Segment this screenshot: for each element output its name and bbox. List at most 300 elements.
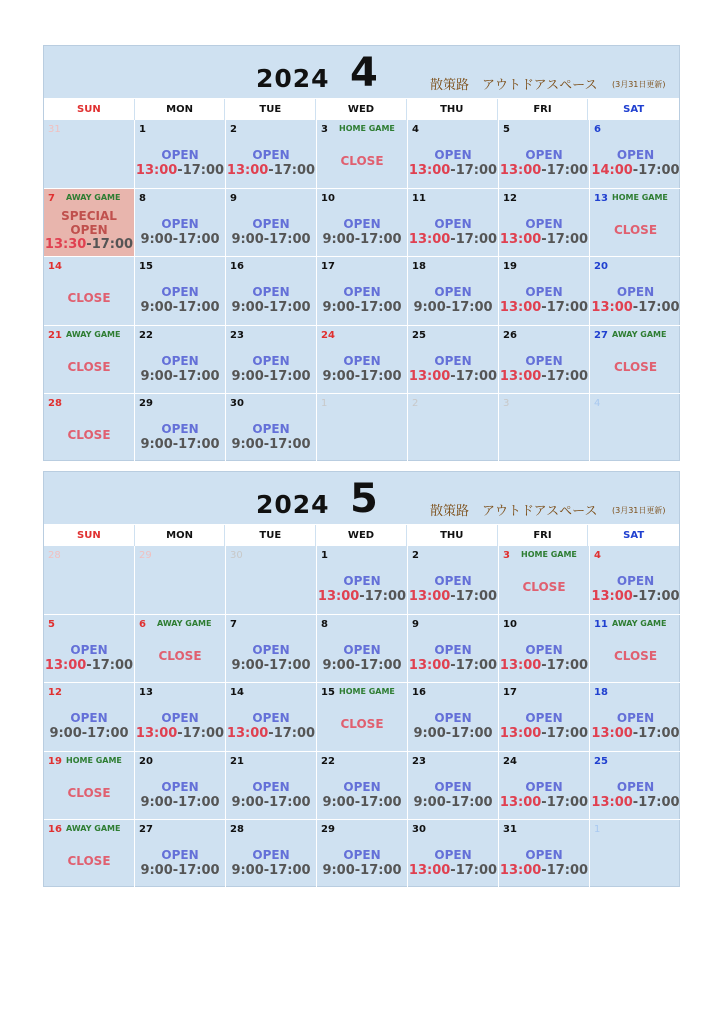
close-status: CLOSE [613,359,658,374]
day-number: 1 [139,124,146,135]
game-label: HOME GAME [66,755,122,765]
game-label: AWAY GAME [66,192,121,202]
opening-hours [590,726,681,741]
opening-hours [590,300,681,315]
opening-hours [226,300,316,315]
day-number: 1 [594,824,601,836]
open-status: OPEN [525,642,563,657]
hours-end: -17:00 [86,657,134,673]
hours-end: -17:00 [541,231,589,247]
game-label: AWAY GAME [66,824,121,834]
day-cell [135,820,226,889]
day-cell [135,683,226,752]
opening-hours [44,658,134,673]
hours-end: -17:00 [263,231,311,247]
hours-end: -17:00 [172,368,220,384]
day-number: 3 [321,124,328,135]
day-cell [499,683,590,752]
year-label: 2024 [256,490,330,519]
day-cell [408,120,499,189]
open-status: OPEN [434,285,472,300]
close-status: CLOSE [67,785,111,800]
hours-end: -17:00 [263,863,311,879]
hours-end: -17:00 [541,368,589,384]
day-cell [226,752,317,821]
day-number: 28 [48,550,61,561]
open-status: OPEN [525,353,563,368]
open-status: OPEN [616,285,655,300]
day-number: 6 [594,124,601,135]
weekday-thu: THU [407,99,498,120]
hours-start: 9:00 [322,231,355,247]
game-label: AWAY GAME [612,618,667,628]
day-number: 24 [321,329,335,341]
hours-end: -17:00 [354,863,402,879]
open-status: OPEN [343,642,381,657]
opening-hours [44,726,134,741]
day-cell [408,326,499,395]
day-cell [499,615,590,684]
hours-end: -17:00 [632,589,680,604]
hours-start: 9:00 [413,300,446,316]
open-status: OPEN [525,148,563,162]
hours-end: -17:00 [450,231,498,247]
updated-label: (3月31日更新) [612,506,666,515]
day-number: 14 [48,261,62,273]
hours-end: -17:00 [263,794,311,810]
day-cell [135,615,226,684]
day-cell [499,120,590,189]
day-number: 11 [594,618,608,630]
open-status: OPEN [525,848,563,863]
hours-start: 13:00 [499,163,542,178]
open-status: OPEN [161,779,199,794]
hours-start: 13:00 [591,794,633,810]
open-status: OPEN [525,711,563,726]
opening-hours [408,726,498,741]
day-cell [44,615,135,684]
open-status: OPEN [70,642,108,657]
open-status: OPEN [343,216,381,231]
opening-hours [499,863,589,878]
day-cell [590,394,681,463]
weekday-wed: WED [316,99,407,120]
day-number: 2 [412,398,419,410]
hours-end: -17:00 [541,863,589,879]
open-status: OPEN [616,574,655,588]
day-cell [408,752,499,821]
hours-end: -17:00 [445,300,493,316]
month-label: 4 [350,50,378,96]
hours-start: 9:00 [322,657,355,673]
day-number: 12 [503,192,517,204]
day-number: 29 [139,398,153,410]
opening-hours [499,369,589,384]
open-status: OPEN [70,711,108,726]
game-label: AWAY GAME [157,618,212,628]
hours-end: -17:00 [177,726,225,742]
open-status: OPEN [525,285,563,300]
day-cell [226,120,317,189]
day-number: 20 [594,261,608,273]
hours-end: -17:00 [354,368,402,384]
day-number: 31 [503,824,517,836]
close-status: CLOSE [67,359,111,374]
day-number: 28 [48,398,62,410]
opening-hours [135,300,225,315]
day-cell [226,257,317,326]
opening-hours [135,369,225,384]
opening-hours [135,795,225,810]
hours-end: -17:00 [354,794,402,810]
day-number: 3 [503,398,510,410]
open-status: OPEN [525,216,563,231]
day-cell [499,394,590,463]
weekday-fri: FRI [498,99,589,120]
hours-end: -17:00 [263,657,311,673]
day-cell [317,189,408,258]
open-status: OPEN [616,779,655,794]
open-status: OPEN [161,848,199,863]
opening-hours [226,863,316,878]
opening-hours [317,300,407,315]
close-status: CLOSE [522,580,566,594]
day-cell [226,326,317,395]
hours-end: -17:00 [359,589,407,604]
opening-hours [499,163,589,178]
day-cell [408,820,499,889]
day-cell [499,257,590,326]
open-status: OPEN [343,285,381,300]
open-status: OPEN [161,353,199,368]
day-number: 16 [412,687,426,699]
opening-hours [226,163,316,178]
hours-end: -17:00 [354,231,402,247]
hours-end: -17:00 [81,726,129,742]
open-status: SPECIAL OPEN [61,208,117,237]
opening-hours [317,369,407,384]
day-cell [44,120,135,189]
close-status: CLOSE [613,648,658,663]
hours-end: -17:00 [445,794,493,810]
day-cell [226,683,317,752]
hours-start: 13:00 [499,368,542,384]
hours-start: 13:30 [44,236,87,252]
day-number: 8 [321,618,328,630]
month-label: 5 [350,476,378,522]
day-cell [408,546,499,615]
day-number: 29 [139,550,152,561]
day-number: 9 [412,618,419,630]
hours-start: 13:00 [408,163,451,178]
hours-start: 9:00 [322,863,355,879]
day-cell [590,120,681,189]
day-cell [590,326,681,395]
day-number: 16 [48,824,62,836]
day-cell [590,752,681,821]
calendar-header [44,472,679,524]
day-number: 3 [503,550,510,561]
opening-hours [44,237,134,252]
weekday-sun: SUN [44,525,135,546]
day-cell [44,257,135,326]
hours-start: 9:00 [140,300,173,316]
open-status: OPEN [252,779,290,794]
hours-start: 9:00 [231,300,264,316]
hours-end: -17:00 [172,231,220,247]
day-cell [408,394,499,463]
hours-end: -17:00 [450,863,498,879]
open-status: OPEN [434,216,472,231]
hours-start: 13:00 [499,657,542,673]
day-cell [590,546,681,615]
hours-start: 13:00 [408,368,451,384]
day-cell [44,189,135,258]
day-number: 17 [321,261,335,273]
hours-end: -17:00 [541,794,589,810]
day-number: 20 [139,755,153,767]
updated-label: (3月31日更新) [612,80,666,89]
opening-hours [226,795,316,810]
opening-hours [317,863,407,878]
day-number: 15 [321,687,335,699]
day-number: 28 [230,824,244,836]
day-cell [408,615,499,684]
opening-hours [226,658,316,673]
hours-start: 14:00 [591,163,633,178]
day-number: 22 [321,755,335,767]
hours-end: -17:00 [172,794,220,810]
hours-start: 9:00 [413,794,446,810]
may-day-grid [44,546,679,889]
weekday-header [44,524,679,546]
day-number: 5 [48,618,55,630]
hours-start: 9:00 [231,368,264,384]
hours-start: 9:00 [322,300,355,316]
day-number: 22 [139,329,153,341]
day-cell [317,752,408,821]
day-cell [44,820,135,889]
opening-hours [408,300,498,315]
hours-start: 13:00 [226,726,269,742]
day-number: 14 [230,687,244,699]
hours-start: 9:00 [322,794,355,810]
hours-start: 13:00 [408,231,451,247]
hours-start: 9:00 [231,437,264,453]
hours-end: -17:00 [445,726,493,742]
hours-start: 13:00 [499,300,542,316]
calendar-header [44,46,679,98]
day-number: 5 [503,124,510,135]
close-status: CLOSE [340,154,384,168]
game-label: HOME GAME [612,192,668,202]
game-label: AWAY GAME [612,329,667,339]
hours-end: -17:00 [354,657,402,673]
day-number: 21 [48,329,62,341]
opening-hours [590,589,681,604]
day-cell [135,394,226,463]
day-number: 30 [230,398,244,410]
opening-hours [135,863,225,878]
day-number: 23 [412,755,426,767]
hours-end: -17:00 [541,726,589,742]
day-number: 17 [503,687,517,699]
hours-start: 13:00 [44,657,87,673]
day-cell [226,820,317,889]
day-number: 30 [412,824,426,836]
day-number: 24 [503,755,517,767]
day-number: 10 [503,618,517,630]
open-status: OPEN [252,422,290,437]
open-status: OPEN [161,285,199,300]
opening-hours [135,232,225,247]
day-number: 27 [594,329,608,341]
day-number: 2 [230,124,237,135]
day-cell [590,683,681,752]
day-cell [317,326,408,395]
open-status: OPEN [616,148,655,162]
open-status: OPEN [434,642,472,657]
weekday-fri: FRI [498,525,589,546]
hours-start: 13:00 [135,726,178,742]
day-cell [499,326,590,395]
day-number: 29 [321,824,335,836]
hours-end: -17:00 [541,657,589,673]
game-label: AWAY GAME [66,329,121,339]
hours-start: 13:00 [591,726,633,742]
hours-end: -17:00 [632,726,680,742]
day-number: 27 [139,824,153,836]
hours-start: 13:00 [317,589,360,604]
day-cell [226,189,317,258]
opening-hours [408,163,498,178]
opening-hours [317,589,407,604]
day-number: 19 [48,755,62,767]
hours-end: -17:00 [172,863,220,879]
hours-end: -17:00 [450,368,498,384]
day-number: 7 [48,192,55,204]
hours-end: -17:00 [354,300,402,316]
day-cell [135,120,226,189]
opening-hours [590,795,681,810]
hours-start: 9:00 [231,657,264,673]
hours-end: -17:00 [177,163,225,178]
april-calendar [43,45,680,461]
hours-end: -17:00 [268,163,316,178]
close-status: CLOSE [613,222,658,237]
weekday-sun: SUN [44,99,135,120]
day-number: 18 [412,261,426,273]
game-label: HOME GAME [521,550,577,559]
day-number: 4 [412,124,419,135]
open-status: OPEN [434,148,472,162]
day-number: 13 [139,687,153,699]
open-status: OPEN [161,216,199,231]
opening-hours [226,232,316,247]
day-number: 8 [139,192,146,204]
open-status: OPEN [434,353,472,368]
hours-start: 13:00 [408,657,451,673]
hours-end: -17:00 [172,300,220,316]
day-cell [499,546,590,615]
day-number: 9 [230,192,237,204]
day-cell [590,189,681,258]
hours-start: 13:00 [499,231,542,247]
weekday-sat: SAT [588,525,679,546]
hours-end: -17:00 [541,163,589,178]
opening-hours [590,163,681,178]
day-number: 25 [412,329,426,341]
day-number: 10 [321,192,335,204]
day-cell [317,394,408,463]
day-cell [135,546,226,615]
opening-hours [226,726,316,741]
hours-start: 13:00 [226,163,269,178]
open-status: OPEN [252,216,290,231]
game-label: HOME GAME [339,687,395,697]
opening-hours [135,437,225,452]
day-number: 12 [48,687,62,699]
hours-start: 13:00 [591,589,633,604]
hours-start: 9:00 [140,231,173,247]
day-number: 21 [230,755,244,767]
opening-hours [408,369,498,384]
hours-start: 13:00 [408,863,451,879]
hours-start: 9:00 [231,794,264,810]
day-cell [226,546,317,615]
day-cell [135,326,226,395]
hours-start: 9:00 [140,437,173,453]
day-number: 15 [139,261,153,273]
open-status: OPEN [343,848,381,863]
day-cell [590,820,681,889]
hours-start: 9:00 [140,368,173,384]
hours-end: -17:00 [268,726,316,742]
close-status: CLOSE [67,428,111,443]
open-status: OPEN [161,148,199,162]
day-number: 18 [594,687,608,699]
day-number: 4 [594,550,601,561]
opening-hours [499,726,589,741]
weekday-sat: SAT [588,99,679,120]
hours-start: 9:00 [231,863,264,879]
day-cell [44,546,135,615]
weekday-tue: TUE [225,99,316,120]
open-status: OPEN [434,848,472,863]
day-cell [317,820,408,889]
close-status: CLOSE [67,854,111,869]
open-status: OPEN [434,779,472,794]
day-cell [44,752,135,821]
hours-end: -17:00 [541,300,589,316]
opening-hours [499,795,589,810]
day-number: 2 [412,550,419,561]
day-cell [226,615,317,684]
day-cell [135,189,226,258]
hours-end: -17:00 [450,163,498,178]
day-number: 1 [321,550,328,561]
day-cell [317,615,408,684]
open-status: OPEN [525,779,563,794]
hours-end: -17:00 [263,437,311,453]
weekday-tue: TUE [225,525,316,546]
day-cell [499,752,590,821]
opening-hours [226,369,316,384]
day-number: 7 [230,618,237,630]
close-status: CLOSE [67,291,111,306]
hours-end: -17:00 [263,300,311,316]
place-label: 散策路 アウトドアスペース [430,78,598,93]
